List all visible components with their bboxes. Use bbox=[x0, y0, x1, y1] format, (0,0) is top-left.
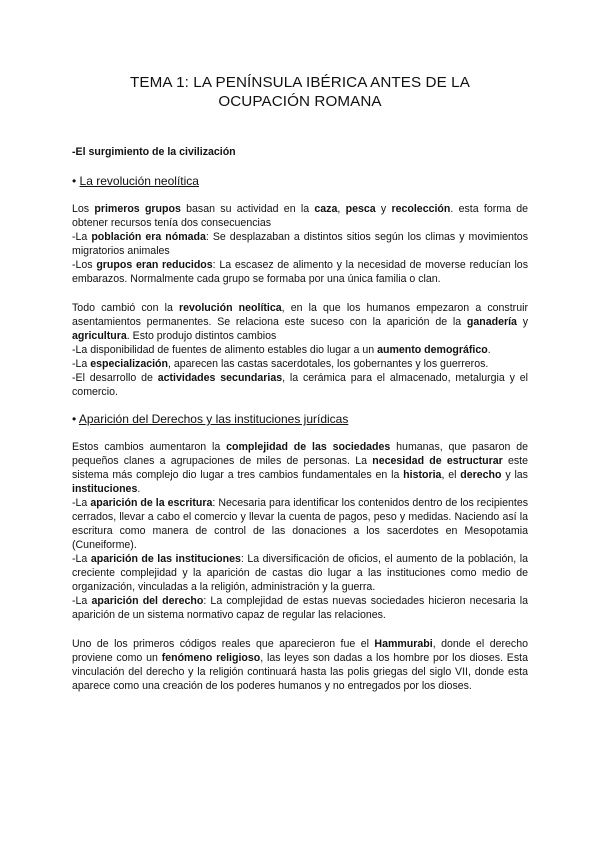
bold-term: necesidad de estructurar bbox=[372, 455, 503, 467]
subheading-title: La revolución neolítica bbox=[79, 174, 199, 188]
bold-term: historia bbox=[403, 469, 442, 481]
bold-term: población era nómada bbox=[91, 231, 206, 243]
text-run: , bbox=[337, 203, 346, 215]
text-run: -Los bbox=[72, 259, 97, 271]
bold-term: complejidad de las sociedades bbox=[226, 441, 391, 453]
text-run: y las bbox=[501, 469, 528, 481]
paragraph bbox=[72, 371, 528, 399]
title-line-1: TEMA 1: LA PENÍNSULA IBÉRICA ANTES DE LA bbox=[130, 74, 470, 91]
bold-term: Hammurabi bbox=[374, 638, 433, 650]
subheading-law-institutions bbox=[72, 411, 528, 427]
text-run: : Se desplazaban a distintos sitios según los climas y movimientos migratorios animales bbox=[72, 231, 528, 257]
text-run: . bbox=[487, 344, 491, 356]
text-run: Estos cambios aumentaron la bbox=[72, 441, 227, 453]
paragraph bbox=[72, 594, 528, 622]
bullet-icon: • bbox=[72, 174, 77, 188]
paragraph bbox=[72, 357, 528, 371]
bold-term: derecho bbox=[460, 469, 502, 481]
text-run: -La bbox=[72, 553, 91, 565]
paragraph bbox=[72, 202, 528, 230]
text-run: y bbox=[375, 203, 392, 215]
text-run: -La bbox=[72, 497, 91, 509]
text-run: -La bbox=[72, 358, 91, 370]
bold-term: ganadería bbox=[466, 316, 517, 328]
text-run: : La escasez de alimento y la necesidad de moverse reducían los embarazos. Normalmente cada grupo se formaba por una única familia o clan. bbox=[72, 259, 528, 285]
paragraph bbox=[72, 343, 528, 357]
text-run: Los bbox=[72, 203, 95, 215]
text-run: Uno de los primeros códigos reales que aparecieron fue el bbox=[72, 638, 375, 650]
bold-term: fenómeno religioso bbox=[161, 652, 261, 664]
text-run: , en la que los humanos empezaron a construir asentamientos permanentes. Se relaciona este suceso con la aparición de la bbox=[72, 302, 528, 328]
bold-term: instituciones bbox=[72, 483, 138, 495]
text-run: . Esto produjo distintos cambios bbox=[126, 330, 277, 342]
paragraph bbox=[72, 230, 528, 258]
text-run: . esta forma de obtener recursos tenía dos consecuencias bbox=[72, 203, 529, 229]
text-run: , la cerámica para el almacenado, metalurgia y el comercio. bbox=[72, 372, 528, 398]
text-run: . bbox=[137, 483, 141, 495]
document-title bbox=[72, 0, 528, 111]
title-line-2: OCUPACIÓN ROMANA bbox=[218, 93, 382, 110]
text-run: -La bbox=[72, 595, 92, 607]
bold-term: aparición del derecho bbox=[91, 595, 204, 607]
text-run: , donde el derecho proviene como un bbox=[72, 638, 528, 664]
text-run: y bbox=[516, 316, 528, 328]
text-run: : Necesaria para identificar los contenidos dentro de los recipientes cerrados, llevar a cabo el comercio y llevar la cuenta de pagos, peso y medidas. Naciendo así la escritura como manera de control de las donaciones a los sacerdotes en Mesopotamia (Cuneiforme). bbox=[72, 497, 529, 551]
bullet-icon: • bbox=[72, 412, 77, 426]
subheading-title: Aparición del Derechos y las instituciones jurídicas bbox=[78, 412, 349, 426]
text-run: , las leyes son dadas a los hombre por los dioses. Esta vinculación del derecho y la religión continuará hasta las polis griegas del siglo VII, donde esta aparece como una creación de los poderes humanos y no entregados por los dioses. bbox=[72, 652, 529, 692]
text-run: -La disponibilidad de fuentes de alimento estables dio lugar a un bbox=[72, 344, 378, 356]
bold-term: revolución neolítica bbox=[178, 302, 282, 314]
paragraph bbox=[72, 637, 528, 693]
bold-term: aparición de las instituciones bbox=[90, 553, 241, 565]
text-run: -La bbox=[72, 231, 92, 243]
text-run: -El desarrollo de bbox=[72, 372, 158, 384]
text-run: : La complejidad de estas nuevas sociedades hicieron necesaria la aparición de un sistema normativo capaz de regular las relaciones. bbox=[72, 595, 528, 621]
bold-term: recolección bbox=[391, 203, 451, 215]
text-run: , el bbox=[441, 469, 461, 481]
bold-term: aparición de la escritura bbox=[90, 497, 213, 509]
text-run: este sistema más complejo dio lugar a tres cambios fundamentales en la bbox=[72, 455, 529, 481]
text-run: Todo cambió con la bbox=[72, 302, 179, 314]
text-run: humanas, que pasaron de pequeños clanes a agrupaciones de miles de personas. La bbox=[72, 441, 528, 467]
bold-term: grupos eran reducidos bbox=[96, 259, 213, 271]
section-heading: -El surgimiento de la civilización bbox=[72, 146, 236, 158]
text-run: basan su actividad en la bbox=[180, 203, 315, 215]
bold-term: aumento demográfico bbox=[377, 344, 488, 356]
bold-term: pesca bbox=[345, 203, 376, 215]
paragraph bbox=[72, 552, 528, 594]
paragraph bbox=[72, 440, 528, 496]
bold-term: especialización bbox=[90, 358, 168, 370]
text-run: , aparecen las castas sacerdotales, los gobernantes y los guerreros. bbox=[168, 358, 489, 370]
bold-term: caza bbox=[314, 203, 338, 215]
bold-term: agricultura bbox=[72, 330, 127, 342]
paragraph bbox=[72, 496, 528, 552]
bold-term: actividades secundarias bbox=[157, 372, 283, 384]
subheading-neolithic-revolution bbox=[72, 173, 528, 189]
bold-term: primeros grupos bbox=[94, 203, 181, 215]
paragraph bbox=[72, 301, 528, 343]
paragraph bbox=[72, 258, 528, 286]
text-run: : La diversificación de oficios, el aumento de la población, la creciente complejidad y la aparición de castas dio lugar a las instituciones como medio de organización, vinculadas a la religión, administración y la guerra. bbox=[72, 553, 528, 593]
